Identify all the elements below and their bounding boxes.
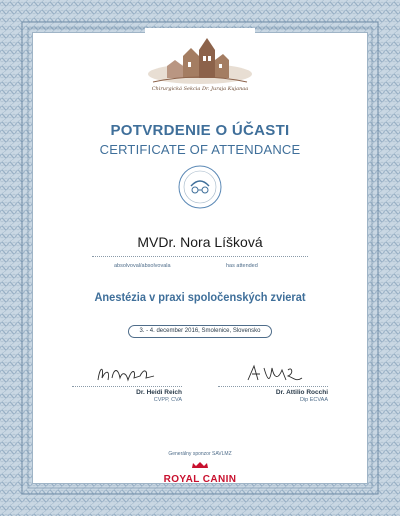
attendee-name: MVDr. Nora Líšková	[137, 234, 263, 250]
course-title: Anestézia v praxi spoločenských zvierat	[94, 290, 306, 304]
attended-label-english: has attended	[226, 263, 258, 269]
signer-name-left: Dr. Heidi Reich	[136, 389, 182, 396]
sponsor-label: Generálny sponzor SAVLMZ	[168, 451, 232, 457]
crown-icon	[190, 461, 210, 469]
castle-caption: Chirurgická Sekcia Dr. Juraja Kujanaa	[151, 86, 249, 92]
date-place-badge: 3. - 4. december 2016, Smolenice, Slovensko	[128, 325, 272, 338]
signature-right	[222, 360, 322, 386]
castle-logo	[145, 28, 255, 106]
certificate-title-english: CERTIFICATE OF ATTENDANCE	[99, 142, 301, 157]
signer-title-right: Dip ECVAA	[299, 397, 328, 403]
royal-canin-logo	[0, 461, 400, 487]
signature-left	[78, 360, 178, 386]
name-divider	[92, 256, 308, 257]
sponsor-brand: ROYAL CANIN	[163, 474, 237, 485]
signer-name-right: Dr. Attilio Rocchi	[275, 389, 328, 396]
certificate-title-slovak: POTVRDENIE O ÚČASTI	[110, 122, 290, 139]
signature-line-left	[72, 386, 182, 387]
signature-line-right	[218, 386, 328, 387]
association-seal-logo	[177, 164, 223, 210]
attended-label-slovak: absolvoval/absolvovala	[114, 263, 171, 269]
signer-title-left: CVPP, CVA	[153, 397, 182, 403]
